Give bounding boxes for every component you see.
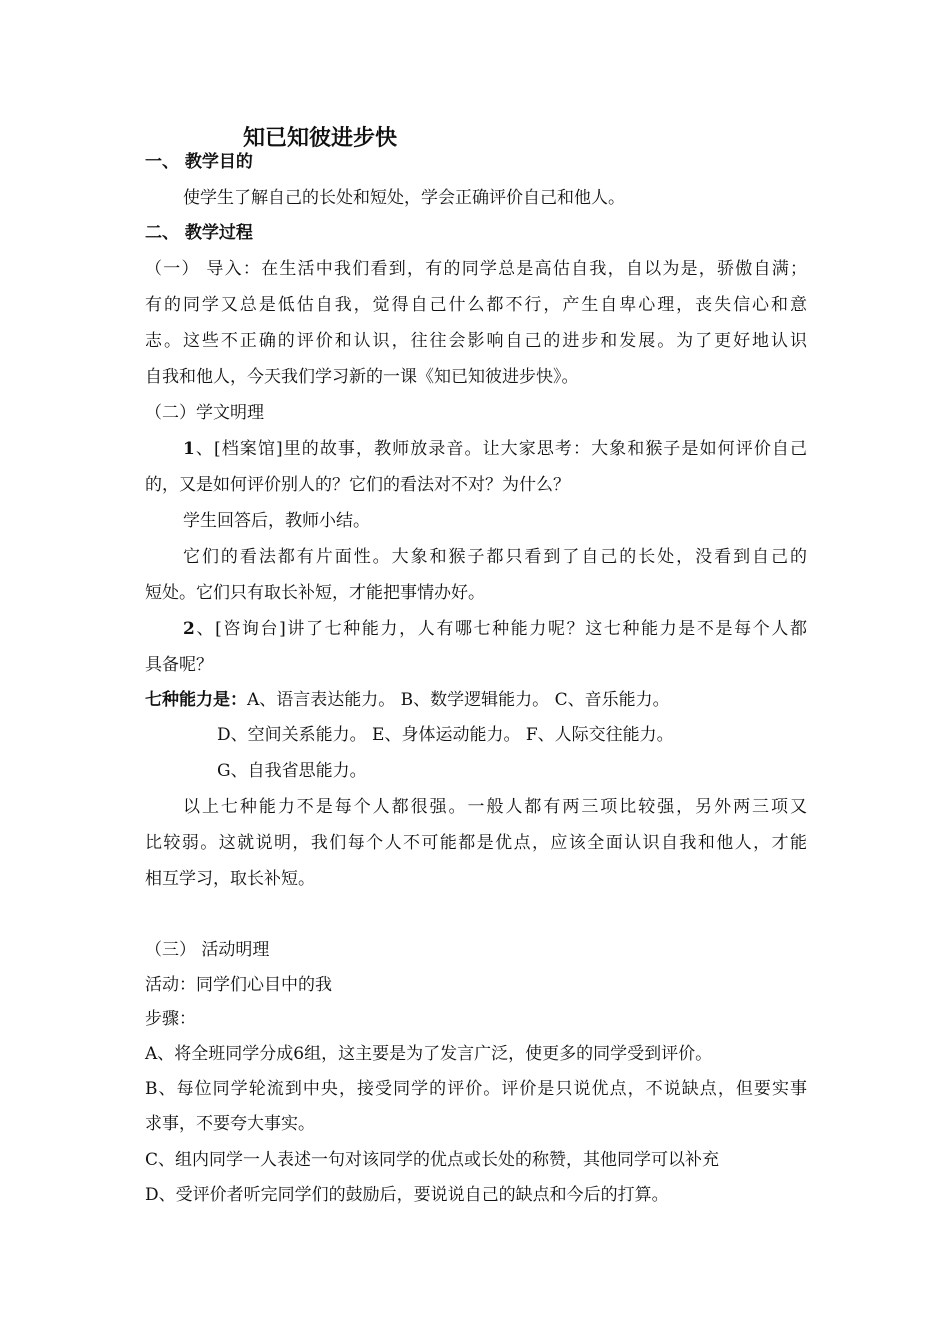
subsection-heading-study: （二）学文明理 <box>145 403 264 423</box>
item-number: 1 <box>183 439 195 459</box>
study-item-2-line-2: 具备呢？ <box>145 655 213 675</box>
abilities-label: 七种能力是： <box>145 690 247 710</box>
step-d: D、受评价者听完同学们的鼓励后，要说说自己的缺点和今后的打算。 <box>145 1185 669 1205</box>
activity-title: 活动：同学们心目中的我 <box>145 975 332 995</box>
section-heading-process: 二、 教学过程 <box>145 223 253 243</box>
item-text: 、[咨询台]讲了七种能力，人有哪七种能力呢？这七种能力是不是每个人都 <box>194 619 807 639</box>
document-title: 知已知彼进步快 <box>243 125 398 151</box>
objectives-text: 使学生了解自己的长处和短处，学会正确评价自己和他人。 <box>183 188 625 208</box>
step-b-line-1: B、每位同学轮流到中央，接受同学的评价。评价是只说优点，不说缺点，但要实事 <box>145 1079 807 1099</box>
conclusion-line-3: 相互学习，取长补短。 <box>145 869 315 889</box>
intro-line-1: （一） 导入：在生活中我们看到，有的同学总是高估自我，自以为是，骄傲自满； <box>145 259 807 279</box>
summary-line-2: 短处。它们只有取长补短，才能把事情办好。 <box>145 583 485 603</box>
conclusion-line-2: 比较弱。这就说明，我们每个人不可能都是优点，应该全面认识自我和他人，才能 <box>145 833 807 853</box>
abilities-line-2: D、空间关系能力。 E、身体运动能力。 F、人际交往能力。 <box>217 725 674 745</box>
study-item-2-line-1 <box>183 618 807 640</box>
abilities-line-1 <box>145 689 670 711</box>
conclusion-line-1: 以上七种能力不是每个人都很强。一般人都有两三项比较强，另外两三项又 <box>183 797 807 817</box>
subsection-heading-activity: （三） 活动明理 <box>145 940 270 960</box>
step-c: C、组内同学一人表述一句对该同学的优点或长处的称赞，其他同学可以补充 <box>145 1150 720 1170</box>
study-item-1-line-1 <box>183 438 807 460</box>
item-text: 、[档案馆]里的故事，教师放录音。让大家思考：大象和猴子是如何评价自己 <box>194 439 807 459</box>
step-a: A、将全班同学分成6组，这主要是为了发言广泛，使更多的同学受到评价。 <box>145 1044 713 1064</box>
intro-line-3: 志。这些不正确的评价和认识，往往会影响自己的进步和发展。为了更好地认识 <box>145 331 807 351</box>
intro-line-2: 有的同学又总是低估自我，觉得自己什么都不行，产生自卑心理，丧失信心和意 <box>145 295 807 315</box>
student-answer-text: 学生回答后，教师小结。 <box>183 511 370 531</box>
summary-line-1: 它们的看法都有片面性。大象和猴子都只看到了自己的长处，没看到自己的 <box>183 547 807 567</box>
section-heading-objectives: 一、 教学目的 <box>145 152 253 172</box>
item-number: 2 <box>183 619 195 639</box>
step-b-line-2: 求事，不要夸大事实。 <box>145 1114 315 1134</box>
abilities-line-3: G、自我省思能力。 <box>217 761 367 781</box>
study-item-1-line-2: 的，又是如何评价别人的？它们的看法对不对？为什么？ <box>145 475 570 495</box>
steps-label: 步骤： <box>145 1009 196 1029</box>
abilities-text: A、语言表达能力。 B、数学逻辑能力。 C、音乐能力。 <box>247 690 670 710</box>
intro-line-4: 自我和他人，今天我们学习新的一课《知已知彼进步快》。 <box>145 367 579 387</box>
